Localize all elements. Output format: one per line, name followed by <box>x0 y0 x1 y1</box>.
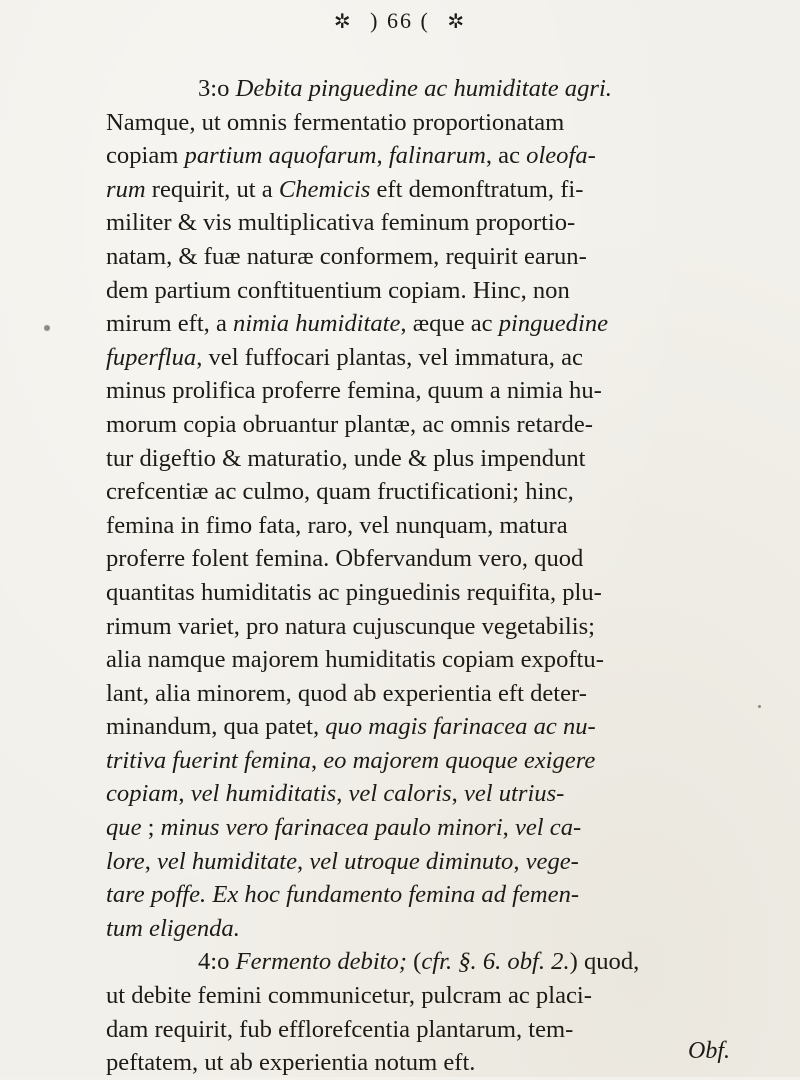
text-line: 4:o Fermento debito; (cfr. §. 6. obf. 2.) quod, <box>198 948 640 976</box>
running-header <box>0 8 800 34</box>
text-line: rimum variet, pro natura cujuscunque vegetabilis; <box>106 612 595 640</box>
text-line: tare poffe. Ex hoc fundamento femina ad femen- <box>106 881 580 909</box>
text-line: que ; minus vero farinacea paulo minori, vel ca- <box>106 814 582 842</box>
text-line: copiam, vel humiditatis, vel caloris, vel utrius- <box>106 780 565 808</box>
text-line: militer & vis multiplicativa feminum proportio- <box>106 209 576 237</box>
text-line: lant, alia minorem, quod ab experientia eft deter- <box>106 679 587 707</box>
text-line: minandum, qua patet, quo magis farinacea ac nu- <box>106 713 596 741</box>
text-line: ut debite femini communicetur, pulcram ac placi- <box>106 982 592 1010</box>
text-line: minus prolifica proferre femina, quum a nimia hu- <box>106 377 602 405</box>
ornament-left-icon: ✲ <box>333 11 353 33</box>
text-line: quantitas humiditatis ac pinguedinis requifita, plu- <box>106 578 602 606</box>
text-line: fuperflua, vel fuffocari plantas, vel immatura, ac <box>106 343 583 371</box>
text-line: dam requirit, fub efflorefcentia plantarum, tem- <box>106 1015 574 1043</box>
text-line: copiam partium aquofarum, falinarum, ac oleofa- <box>106 142 596 170</box>
text-line: proferre folent femina. Obfervandum vero, quod <box>106 545 584 573</box>
paper-speck <box>44 325 50 331</box>
paper-speck <box>758 705 761 708</box>
ornament-right-icon: ✲ <box>447 11 467 33</box>
text-line: dem partium conftituentium copiam. Hinc, non <box>106 276 570 304</box>
text-line: mirum eft, a nimia humiditate, æque ac pinguedine <box>106 310 609 338</box>
text-line: peftatem, ut ab experientia notum eft. <box>106 1049 476 1077</box>
page-number: ) 66 ( <box>370 8 430 33</box>
text-line: lore, vel humiditate, vel utroque diminuto, vege- <box>106 847 579 875</box>
text-line: Namque, ut omnis fermentatio proportionatam <box>106 108 565 136</box>
catchword: Obf. <box>688 1038 730 1064</box>
text-line: femina in fimo fata, raro, vel nunquam, matura <box>106 511 568 539</box>
text-line: rum requirit, ut a Chemicis eft demonftratum, fi- <box>106 175 584 203</box>
text-line: natam, & fuæ naturæ conformem, requirit earun- <box>106 242 587 270</box>
text-line: tur digeftio & maturatio, unde & plus impendunt <box>106 444 586 472</box>
text-line: tum eligenda. <box>106 914 240 942</box>
text-line: alia namque majorem humiditatis copiam expoftu- <box>106 646 604 674</box>
body-text <box>106 72 774 1080</box>
text-line: morum copia obruantur plantæ, ac omnis retarde- <box>106 410 593 438</box>
text-line: tritiva fuerint femina, eo majorem quoque exigere <box>106 746 596 774</box>
text-line: crefcentiæ ac culmo, quam fructificationi; hinc, <box>106 478 574 506</box>
text-line: 3:o Debita pinguedine ac humiditate agri. <box>198 75 612 102</box>
